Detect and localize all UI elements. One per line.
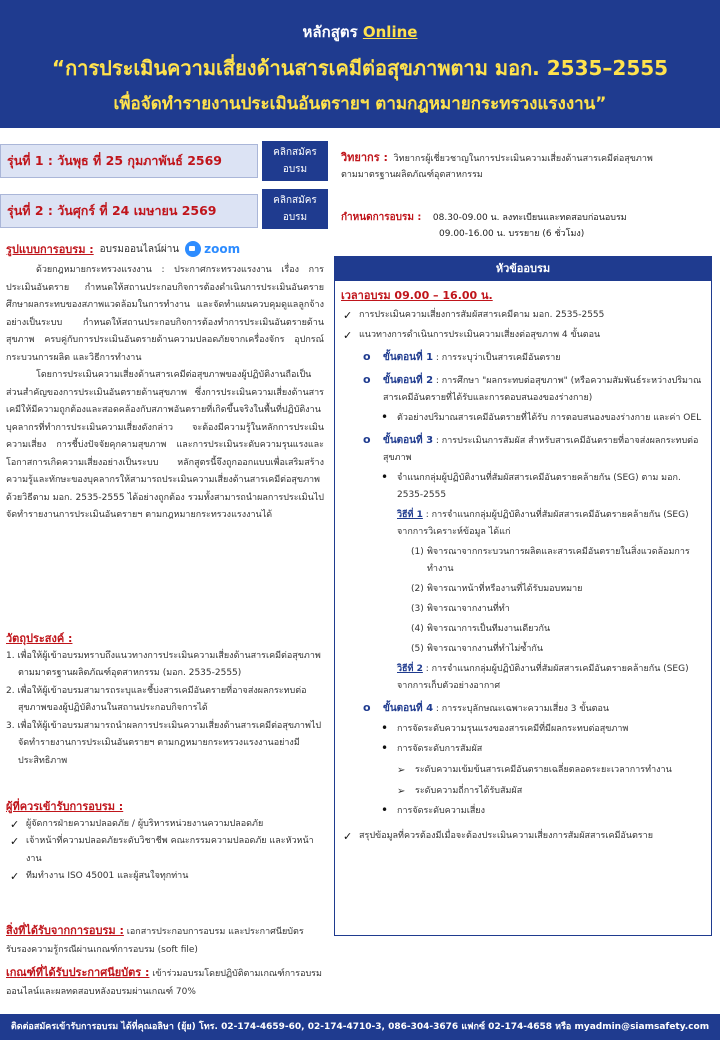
exposure-criterion: ➢ ระดับความเข้มข้นสารเคมีอันตรายเฉลี่ยตลอดระยะเวลาการทำงาน [341,762,705,779]
objectives-title: วัตถุประสงค์ : [6,632,73,645]
course-type: หลักสูตร Online [302,23,418,41]
step-3-detail: • จำแนกกลุ่มผู้ปฏิบัติงานที่สัมผัสสารเคมีอันตรายคล้ายกัน (SEG) ตาม มอก. 2535-2555 [341,470,705,504]
zoom-logo: zoom [185,241,240,257]
topics-heading: หัวข้ออบรม [335,257,711,281]
step-4-detail: • การจัดระดับการสัมผัส [341,741,705,758]
step-3: o ขั้นตอนที่ 3 : การประเมินการสัมผัส สำหรับสารเคมีอันตรายที่อาจส่งผลกระทบต่อสุขภาพ [341,432,705,467]
speaker-info: วิทยากร : วิทยากรผู้เชี่ยวชาญในการประเมินความเสี่ยงด้านสารเคมีต่อสุขภาพ ตามมาตรฐานผลิตภัณฑ์อุตสาหกรรม [341,151,653,180]
step-4: o ขั้นตอนที่ 4 : การระบุลักษณะเฉพาะความเสี่ยง 3 ขั้นตอน [341,700,705,718]
objective-item: 2. เพื่อให้ผู้เข้าอบรมสามารถระบุและชี้บ่งสารเคมีอันตรายที่อาจส่งผลกระทบต่อสุขภาพของผู้ปฏิบัติงานในสถานประกอบกิจการได้ [6,685,307,713]
consideration-item: (1) พิจารณาจากกระบวนการผลิตและสารเคมีอันตรายในสิ่งแวดล้อมการทำงาน [411,547,690,574]
course-title-line1: “การประเมินความเสี่ยงด้านสารเคมีต่อสุขภาพตาม มอก. 2535–2555 [51,56,669,80]
intro-paragraph-2: โดยการประเมินความเสี่ยงด้านสารเคมีต่อสุขภาพของผู้ปฏิบัติงานถือเป็นส่วนสำคัญของการประเมินอันตรายด้านสุขภาพ ซึ่งการประเมินความเสี่ยงด้านสารเคมีให้มีความถูกต้องและสอดคล้องกับสภาพอันตรายที่เกิดขึ้นจริงในพื้นที่ปฏิบัติงาน บุคลากรที่ทำการประเมินความเสี่ยงดังกล่าว จะต้องมีความรู้ในหลักการประเมินความเสี่ยง การชี้บ่งปัจจัยคุกคามสุขภาพ และการประเมินระดับความรุนแรงและโอกาสการเกิดความเสี่ยงอย่างเป็นระบบ หลักสูตรนี้จึงถูกออกแบบเพื่อเสริมสร้างความรู้และทักษะของบุคลากรให้สามารถประเมินความเสี่ยงด้านสารเคมีต่อสุขภาพ ด้วยวิธีตาม มอก. 2535-2555 ได้อย่างถูกต้อง รวมทั้งสามารถนำผลการประเมินไปจัดทำรายงานการประเมินอันตรายฯ ตามกฎหมายกระทรวงแรงงานได้ [6,370,324,520]
training-time: เวลาอบรม 09.00 – 16.00 น. [341,289,493,302]
contact-footer: ติดต่อสมัครเข้ารับการอบรม ได้ที่คุณอลิษา (ยุ้ย) โทร. 02-174-4659-60, 02-174-4710-3, 086-304-3676 แฟกซ์ 02-174-4658 หรือ myadmin@siamsafety.com [0,1014,720,1040]
consideration-item: (5) พิจารณาจากงานที่ทำไม่ซ้ำกัน [411,644,544,654]
method-2: วิธีที่ 2 : การจำแนกกลุ่มผู้ปฏิบัติงานที่สัมผัสสารเคมีอันตรายคล้ายกัน (SEG) จากการเก็บตัวอย่างอากาศ [397,664,689,691]
header-banner [0,0,720,128]
zoom-camera-icon [185,241,201,257]
audience-item: ✓ ทีมทำงาน ISO 45001 และผู้สนใจทุกท่าน [6,868,324,886]
step-4-detail: • การจัดระดับความรุนแรงของสารเคมีที่มีผลกระทบต่อสุขภาพ [341,721,705,738]
audience-title: ผู้ที่ควรเข้ารับการอบรม : [6,800,124,813]
objective-item: 3. เพื่อให้ผู้เข้าอบรมสามารถนำผลการประเมินความเสี่ยงด้านสารเคมีต่อสุขภาพไปจัดทำรายงานการประเมินอันตรายฯ ตามกฎหมายกระทรวงแรงงานอย่างมีประสิทธิภาพ [6,720,322,766]
objectives-section [6,630,324,770]
register-button-round-2[interactable]: คลิกสมัคร อบรม [262,189,328,229]
exposure-criterion: ➢ ระดับความถี่การได้รับสัมผัส [341,783,705,800]
schedule-info: กำหนดการอบรม : 08.30-09.00 น. ลงทะเบียนและทดสอบก่อนอบรม 09.00-16.00 น. บรรยาย (6 ชั่วโมง) [341,212,627,239]
course-title-line2: เพื่อจัดทำรายงานประเมินอันตรายฯ ตามกฎหมายกระทรวงแรงงาน” [113,94,607,114]
intro-section [6,262,324,525]
audience-item: ✓ เจ้าหน้าที่ความปลอดภัยระดับวิชาชีพ คณะกรรมความปลอดภัย และหัวหน้างาน [6,833,324,868]
consideration-item: (4) พิจารณาการเป็นทีมงานเดียวกัน [411,624,551,634]
step-2-detail: • ตัวอย่างปริมาณสารเคมีอันตรายที่ได้รับ การตอบสนองของร่างกาย และค่า OEL [341,410,705,427]
round-1-date: รุ่นที่ 1 : วันพุธ ที่ 25 กุมภาพันธ์ 2569 [0,144,258,178]
consideration-item: (3) พิจารณาจากงานที่ทำ [411,604,510,614]
audience-item: ✓ ผู้จัดการฝ่ายความปลอดภัย / ผู้บริหารหน่วยงานความปลอดภัย [6,816,324,834]
step-2: o ขั้นตอนที่ 2 : การศึกษา "ผลกระทบต่อสุขภาพ" (หรือความสัมพันธ์ระหว่างปริมาณสารเคมีอันตรายที่ได้รับและการตอบสนองของร่างกาย) [341,372,705,407]
topics-panel [334,256,712,936]
objective-item: 1. เพื่อให้ผู้เข้าอบรมทราบถึงแนวทางการประเมินความเสี่ยงด้านสารเคมีต่อสุขภาพตามมาตรฐานผลิตภัณฑ์อุตสาหกรรม (มอก. 2535-2555) [6,650,321,678]
topic-item: ✓ สรุปข้อมูลที่ควรต้องมีเมื่อจะต้องประเมินความเสี่ยงการสัมผัสสารเคมีอันตราย [341,828,705,845]
register-button-round-1[interactable]: คลิกสมัคร อบรม [262,141,328,181]
intro-paragraph-1: ด้วยกฎหมายกระทรวงแรงงาน : ประกาศกระทรวงแรงงาน เรื่อง การประเมินอันตราย กำหนดให้สถานประกอบกิจการต้องดำเนินการประเมินอันตราย ศึกษาผลกระทบของสภาพแวดล้อมในการทำงาน และจัดทำแผนควบคุมดูแลลูกจ้างอย่างเป็นระบบ กำหนดให้สถานประกอบกิจการต้องทำการประเมินอันตรายด้านสุขภาพ ครบคู่กับการประเมินอันตรายด้านความปลอดภัยจากเครื่องจักร อุปกรณ์ กระบวนการผลิต และวิธีการทำงาน [6,265,324,363]
receive-section: สิ่งที่ได้รับจากการอบรม : เอกสารประกอบการอบรม และประกาศนียบัตรรับรองความรู้กรณีผ่านเกณฑ์การอบรม (soft file) [6,924,304,955]
certificate-section: เกณฑ์ที่ได้รับประกาศนียบัตร : เข้าร่วมอบรมโดยปฏิบัติตามเกณฑ์การอบรมออนไลน์และผลทดสอบหลังอบรมผ่านเกณฑ์ 70% [6,966,322,997]
method-1: วิธีที่ 1 : การจำแนกกลุ่มผู้ปฏิบัติงานที่สัมผัสสารเคมีอันตรายคล้ายกัน (SEG) จากการวิเคราะห์ข้อมูล ได้แก่ [397,510,689,537]
training-format: รูปแบบการอบรม : อบรมออนไลน์ผ่าน zoom [6,242,241,256]
audience-section [6,798,324,886]
consideration-item: (2) พิจารณาหน้าที่หรืองานที่ได้รับมอบหมาย [411,584,583,594]
certificate-title: เกณฑ์ที่ได้รับประกาศนียบัตร : [6,966,150,979]
topic-item: ✓ การประเมินความเสี่ยงการสัมผัสสารเคมีตาม มอก. 2535-2555 [341,307,705,324]
step-1: o ขั้นตอนที่ 1 : การระบุว่าเป็นสารเคมีอันตราย [341,349,705,367]
topic-item: ✓ แนวทางการดำเนินการประเมินความเสี่ยงต่อสุขภาพ 4 ขั้นตอน [341,327,705,344]
step-4-detail: • การจัดระดับความเสี่ยง [341,803,705,820]
online-label: Online [362,23,418,41]
receive-title: สิ่งที่ได้รับจากการอบรม : [6,924,124,937]
round-2-date: รุ่นที่ 2 : วันศุกร์ ที่ 24 เมษายน 2569 [0,194,258,228]
